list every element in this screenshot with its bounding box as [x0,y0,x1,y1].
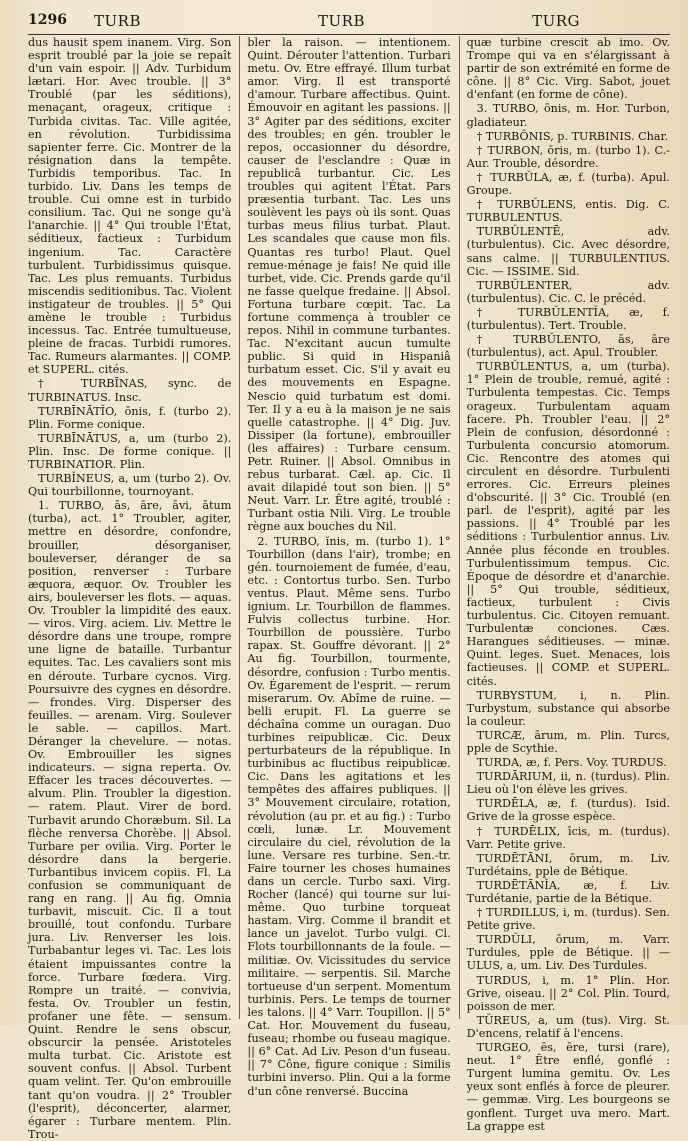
column-paragraph: dus hausit spem inanem. Virg. Son esprit troublé par la joie se repaît d'un vain espoir. || Adv. Turbidum lætari. Hor. Avec trouble. || 3° Troublé (par les séditions), menaçant, orageux, critique : Turbida civitas. Tac. Ville agitée, en révolution. Turbidissima sapienter ferre. Cic. Montrer de la résignation dans la tempête. Turbidis temporibus. Tac. In turbido. Liv. Dans les temps de trouble. Cui omne est in turbido consilium. Tac. Qui ne songe qu'à l'anarchie. || 4° Qui trouble l'État, séditieux, factieux : Turbidum ingenium. Tac. Caractère turbulent. Turbidissimus quisque. Tac. Les plus remuants. Turbidus miscendis seditionibus. Tac. Violent instigateur de troubles. || 5° Qui amène le trouble : Turbidus incessus. Tac. Entrée tumultueuse, pleine de fracas. Turbidi rumores. Tac. Rumeurs alarmantes. || COMP. et SUPERL. cités. [28,36,232,377]
dictionary-entry: TURDĒTĀNI, ōrum, m. Liv. Turdétains, pple de Bétique. [466,851,670,878]
dictionary-entry: † TURBŬLENTO, ās, āre (turbulentus), act. Apul. Troubler. [466,333,670,360]
dictionary-entry: † TURDĒLIX, īcis, m. (turdus). Varr. Petite grive. [466,824,670,851]
dictionary-entry: TURDUS, i, m. 1° Plin. Hor. Grive, oiseau. || 2° Col. Plin. Tourd, poisson de mer. [466,973,670,1013]
column-paragraph: quæ turbine crescit ab imo. Ov. Trompe qui va en s'élargissant à partir de son extrémité en forme de cône. || 8° Cic. Virg. Sabot, jouet d'enfant (en forme de cône). [466,36,670,102]
dictionary-entry: TURBĬNEUS, a, um (turbo 2). Ov. Qui tourbillonne, tournoyant. [28,472,232,499]
center-running-head: TURB [318,12,365,30]
dictionary-entry: † TURBŬLA, æ, f. (turba). Apul. Groupe. [466,170,670,198]
dictionary-entry: † TURDILLUS, i, m. (turdus). Sen. Petite grive. [466,906,670,933]
column-left [28,36,232,1141]
right-running-head: TURG [532,12,580,30]
left-running-head: TURB [94,12,141,30]
dictionary-entry: TURDĀRIUM, ii, n. (turdus). Plin. Lieu où l'on élève les grives. [466,770,670,797]
text-columns [28,36,670,1141]
dictionary-entry: TŪREUS, a, um (tus). Virg. St. D'encens, relatif à l'encens. [466,1013,670,1040]
page-header [28,10,670,35]
dictionary-entry: 3. TURBO, ōnis, m. Hor. Turbon, gladiateur. [466,102,670,129]
dictionary-entry: 1. TURBO, ās, āre, āvi, ātum (turba), act. 1° Troubler, agiter, mettre en désordre, confondre, brouiller, désorganiser, bouleverser, déranger de sa position, renverser : Turbare æquora, æquor. Ov. Troubler les airs, bouleverser les flots. — aquas. Ov. Troubler la limpidité des eaux. — viros. Virg. aciem. Liv. Mettre le désordre dans une troupe, rompre une ligne de bataille. Turbantur equites. Tac. Les cavaliers sont mis en déroute. Turbare cycnos. Virg. Poursuivre des cygnes en désordre. — frondes. Virg. Disperser des feuilles. — arenam. Virg. Soulever le sable. — capillos. Mart. Déranger la chevelure. — notas. Ov. Embrouiller les signes indicateurs. — signa reperta. Ov. Effacer les traces découvertes. — alvum. Plin. Troubler la digestion. — ratem. Plaut. Virer de bord. Turbavit arundo Choræbum. Sil. La flèche renversa Chorèbe. || Absol. Turbare per ovilia. Virg. Porter le désordre dans la bergerie. Turbantibus invicem copiis. Fl. La confusion se communiquant de rang en rang. || Au fig. Omnia turbavit, miscuit. Cic. Il a tout brouillé, tout confondu. Turbare jura. Liv. Renverser les lois. Turbabantur leges vi. Tac. Les lois étaient impuissantes contre la force. Turbare fœdera. Virg. Rompre un traité. — convivia, festa. Ov. Troubler un festin, profaner une fête. — sensum. Quint. Rendre le sens obscur, obscurcir la pensée. Aristoteles multa turbat. Cic. Aristote est souvent confus. || Absol. Turbent quam velint. Ter. Qu'on embrouille tant qu'on voudra. || 2° Troubler (l'esprit), déconcerter, alarmer, égarer : Turbare mentem. Plin. Trou- [28,499,232,1141]
page-number: 1296 [28,12,67,28]
dictionary-entry: † TURBŬLENS, entis. Dig. C. TURBULENTUS. [466,198,670,225]
dictionary-entry: † TURBON, ōris, m. (turbo 1). C.-Aur. Trouble, désordre. [466,143,670,170]
dictionary-entry: TURCÆ, ārum, m. Plin. Turcs, pple de Scythie. [466,728,670,755]
dictionary-entry: TURDĒTĀNĬA, æ, f. Liv. Turdétanie, partie de la Bétique. [466,878,670,905]
dictionary-entry: TURDĒLA, æ, f. (turdus). Isid. Grive de la grosse espèce. [466,797,670,824]
dictionary-entry: TURBŬLENTĒ, adv. (turbulentus). Cic. Avec désordre, sans calme. || TURBULENTIUS. Cic. — ISSIME. Sid. [466,225,670,278]
dictionary-entry: 2. TURBO, ĭnis, m. (turbo 1). 1° Tourbillon (dans l'air), trombe; en gén. tournoiement de fumée, d'eau, etc. : Contortus turbo. Sen. Turbo ventus. Plaut. Même sens. Turbo ignium. Lr. Tourbillon de flammes. Fulvis collectus turbine. Hor. Tourbillon de poussière. Turbo rapax. St. Gouffre dévorant. || 2° Au fig. Tourbillon, tourmente, désordre, confusion : Turbo mentis. Ov. Égarement de l'esprit. — rerum miserarum. Ov. Abîme de ruine. — belli erupit. Fl. La guerre se déchaîna comme un ouragan. Duo turbines reipublicæ. Cic. Deux perturbateurs de la république. In turbinibus ac fluctibus reipublicæ. Cic. Dans les agitations et les tempêtes des affaires publiques. || 3° Mouvement circulaire, rotation, révolution (au pr. et au fig.) : Turbo cœli, lunæ. Lr. Mouvement circulaire du ciel, révolution de la lune. Versare res turbine. Sen.-tr. Faire tourner les choses humaines dans un cercle. Turbo saxi. Virg. Rocher (lancé) qui tourne sur lui-même. Quo turbine torqueat hastam. Virg. Comme il brandit et lance un javelot. Turbo vulgi. Cl. Flots tourbillonnants de la foule. — militiæ. Ov. Vicissitudes du service militaire. — serpentis. Sil. Marche tortueuse d'un serpent. Momentum turbinis. Pers. Le temps de tourner les talons. || 4° Varr. Toupillon. || 5° Cat. Hor. Mouvement du fuseau, fuseau; rhombe ou fuseau magique. || 6° Cat. Ad Liv. Peson d'un fuseau. || 7° Cône, figure conique : Similis turbini inverso. Plin. Qui a la forme d'un cône renversé. Buccina [247,534,451,1098]
column-paragraph: bler la raison. — intentionem. Quint. Dérouter l'attention. Turbari metu. Ov. Etre effrayé. Illum turbat amor. Virg. Il est transporté d'amour. Turbare affectibus. Quint. Émouvoir en agitant les passions. || 3° Agiter par des séditions, exciter des troubles; en gén. troubler le repos, occasionner du désordre, causer de l'esclandre : Quæ in republicâ turbantur. Cic. Les troubles qui agitent l'État. Pars præsentia turbant. Tac. Les uns soulèvent les pays où ils sont. Quas turbas meus filius turbat. Plaut. Les scandales que cause mon fils. Quantas res turbo! Plaut. Quel remue-ménage je fais! Ne quid ille turbet, vide. Cic. Prends garde qu'il ne fasse quelque fredaine. || Absol. Fortuna turbare cœpit. Tac. La fortune commença à troubler ce repos. Nihil in commune turbantes. Tac. N'excitant aucun tumulte public. Si quid in Hispaniâ turbatum esset. Cic. S'il y avait eu des mouvements en Espagne. Nescio quid turbatum est domi. Ter. Il y a eu à la maison je ne sais quelle catastrophe. || 4° Dig. Juv. Dissiper (la fortune), embrouiller (les affaires) : Turbare censum. Petr. Ruiner. || Absol. Omnibus in rebus turbarat. Cæl. ap. Cic. Il avait dilapidé tout son bien. || 5° Neut. Varr. Lr. Être agité, troublé : Turbant ostia Nili. Virg. Le trouble règne aux bouches du Nil. [247,36,451,534]
dictionary-entry: TURGEO, ēs, ēre, tursi (rare), neut. 1° Être enflé, gonflé : Turgent lumina gemitu. Ov. Les yeux sont enflés à force de pleurer. — gemmæ. Virg. Les bourgeons se gonflent. Turget uva mero. Mart. La grappe est [466,1041,670,1133]
dictionary-entry: TURBYSTUM, i, n. Plin. Turbystum, substance qui absorbe la couleur. [466,688,670,728]
dictionary-entry: † TURBŬLENTĬA, æ, f. (turbulentus). Tert. Trouble. [466,305,670,332]
dictionary-entry: TURBŬLENTUS, a, um (turba). 1° Plein de trouble, remué, agité : Turbulenta tempestas. Cic. Temps orageux. Turbulentam aquam facere. Ph. Troubler l'eau. || 2° Plein de confusion, désordonné : Turbulenta concursio atomorum. Cic. Rencontre des atomes qui circulent en désordre. Turbulenti errores. Cic. Erreurs pleines d'obscurité. || 3° Cic. Troublé (en parl. de l'esprit), agité par les passions. || 4° Troublé par les séditions : Turbulentior annus. Liv. Année plus féconde en troubles. Turbulentissimum tempus. Cic. Époque de désordre et d'anarchie. || 5° Qui trouble, séditieux, factieux, turbulent : Civis turbulentus. Cic. Citoyen remuant. Turbulentæ conciones. Cæs. Harangues séditieuses. — minæ. Quint. leges. Suet. Menaces, lois factieuses. || COMP. et SUPERL. cités. [466,360,670,688]
dictionary-entry: TURBĪNĀTUS, a, um (turbo 2). Plin. Insc. De forme conique. || TURBINATIOR. Plin. [28,431,232,471]
dictionary-entry: TURBĪNĀTĬO, ōnis, f. (turbo 2). Plin. Forme conique. [28,404,232,431]
column-right [459,36,670,1133]
column-middle [239,36,451,1098]
dictionary-entry: † TURBĪNAS, sync. de TURBINATUS. Insc. [28,377,232,404]
dictionary-entry: TURDŬLI, ōrum, m. Varr. Turdules, pple de Bétique. || — ULUS, a, um. Liv. Des Turdules. [466,933,670,973]
dictionary-entry: TURDA, æ, f. Pers. Voy. TURDUS. [476,756,667,770]
dictionary-entry: † TURBŌNIS, p. TURBINIS. Char. [476,129,669,143]
dictionary-entry: TURBŬLENTER, adv. (turbulentus). Cic. C. le précéd. [466,278,670,305]
